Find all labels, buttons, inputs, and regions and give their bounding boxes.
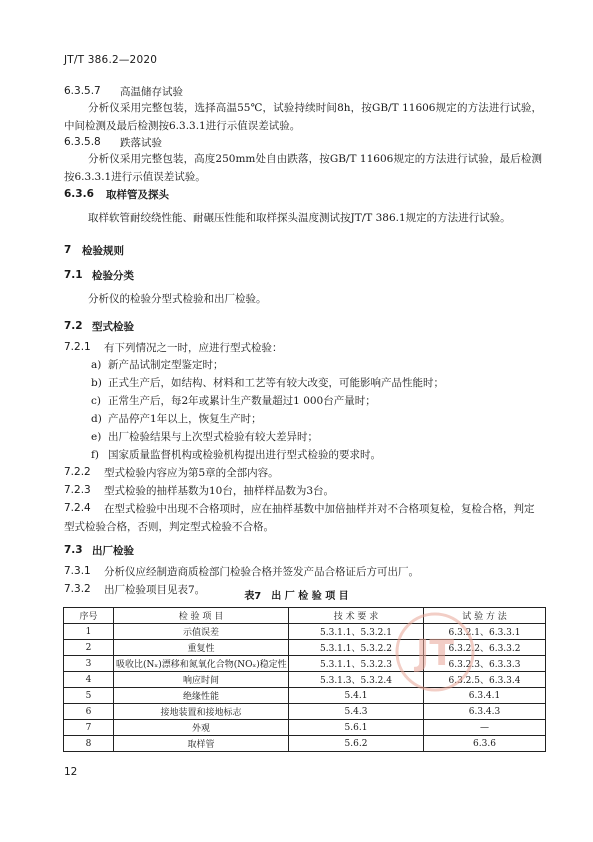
document-id: JT/T 386.2—2020	[64, 54, 158, 66]
paragraph: 分析仪采用完整包装，选择高温55℃，试验持续时间8h，按GB/T 11606规定的方法进行试验，中间检测及最后检测按6.3.3.1进行示值误差试验。	[64, 102, 542, 132]
table-cell: 5.3.1.1、5.3.2.1	[289, 624, 424, 640]
clause-number: 7.3.1	[64, 565, 91, 577]
header-cell: 试 验 方 法	[424, 608, 546, 624]
table-row	[64, 640, 546, 656]
section-title: 检验分类	[92, 270, 134, 282]
paragraph: 分析仪的检验分型式检验和出厂检验。	[88, 293, 267, 305]
table-cell: 6.3.4.3	[424, 704, 546, 720]
section-title: 跌落试验	[120, 137, 162, 149]
clause-number: 7.2.3	[64, 484, 91, 496]
section-number: 6.3.5.7	[64, 85, 101, 97]
table-cell: 5	[64, 688, 114, 704]
section-number: 7.3	[64, 544, 83, 556]
table-cell: 6.3.2.5、6.3.3.4	[424, 672, 546, 688]
table-header-row	[64, 608, 546, 624]
table-cell: 6.3.2.2、6.3.3.2	[424, 640, 546, 656]
table-cell: 6	[64, 704, 114, 720]
table-cell: 5.3.1.3、5.3.2.4	[289, 672, 424, 688]
list-marker: f)	[91, 449, 99, 461]
table-cell: 接地装置和接地标志	[114, 704, 289, 720]
clause-number: 7.2.2	[64, 466, 91, 478]
table-cell: 5.3.1.1、5.3.2.3	[289, 656, 424, 672]
table-cell: 5.4.1	[289, 688, 424, 704]
clause-number: 7.3.2	[64, 583, 91, 595]
table-cell: 吸收比(Nₓ)漂移和氮氧化合物(NOₓ)稳定性	[114, 656, 289, 672]
chapter-title: 检验规则	[82, 245, 124, 257]
list-item: 新产品试制定型鉴定时；	[108, 359, 224, 371]
table-cell: 响应时间	[114, 672, 289, 688]
paragraph: 分析仪采用完整包装，高度250mm处自由跌落，按GB/T 11606规定的方法进行试验，最后检测按6.3.3.1进行示值误差试验。	[64, 153, 542, 183]
table-cell: 5.6.1	[289, 720, 424, 736]
svg-text:JT: JT	[416, 633, 454, 674]
table-cell: 6.3.2.3、6.3.3.3	[424, 656, 546, 672]
section-number: 6.3.5.8	[64, 136, 101, 148]
table-cell: 示值误差	[114, 624, 289, 640]
list-marker: c)	[91, 395, 101, 407]
section-number: 7.2	[64, 320, 83, 332]
table-row	[64, 720, 546, 736]
table-cell: 6.3.2.1、6.3.3.1	[424, 624, 546, 640]
table-row	[64, 624, 546, 640]
clause-text: 型式检验内容应为第5章的全部内容。	[104, 467, 279, 479]
table-cell: 3	[64, 656, 114, 672]
section-title: 型式检验	[92, 321, 134, 333]
table-cell: 6.3.4.1	[424, 688, 546, 704]
clause-number: 7.2.4	[64, 502, 91, 514]
chapter-number: 7	[64, 244, 72, 256]
table-cell: 5.6.2	[289, 736, 424, 752]
table-cell: 取样管	[114, 736, 289, 752]
section-number: 7.1	[64, 269, 83, 281]
list-marker: b)	[91, 377, 102, 389]
paragraph: 取样软管耐绞绕性能、耐碾压性能和取样探头温度测试按JT/T 386.1规定的方法进行试验。	[88, 212, 511, 224]
list-marker: e)	[91, 431, 102, 443]
table-row	[64, 688, 546, 704]
list-item: 产品停产1年以上，恢复生产时；	[108, 413, 262, 425]
header-cell: 检 验 项 目	[114, 608, 289, 624]
table-cell: 4	[64, 672, 114, 688]
table-cell: 绝缘性能	[114, 688, 289, 704]
list-item: 正常生产后，每2年或累计生产数量超过1 000台产量时；	[108, 395, 376, 407]
table-cell: —	[424, 720, 546, 736]
table-cell: 5.3.1.1、5.3.2.2	[289, 640, 424, 656]
table-cell: 6.3.6	[424, 736, 546, 752]
header-cell: 序号	[64, 608, 114, 624]
table-cell: 7	[64, 720, 114, 736]
clause-text: 型式检验的抽样基数为10台，抽样样品数为3台。	[104, 485, 335, 497]
table-cell: 5.4.3	[289, 704, 424, 720]
list-marker: d)	[91, 413, 102, 425]
clause-text: 有下列情况之一时，应进行型式检验：	[104, 342, 283, 354]
list-marker: a)	[91, 359, 102, 371]
section-title: 高温储存试验	[120, 86, 183, 98]
table-row	[64, 672, 546, 688]
table-cell: 8	[64, 736, 114, 752]
page-number: 12	[64, 766, 78, 778]
section-number: 6.3.6	[64, 188, 94, 200]
table-caption: 表7 出 厂 检 验 项 目	[244, 591, 349, 602]
table-cell: 外观	[114, 720, 289, 736]
table-cell: 2	[64, 640, 114, 656]
clause-text: 出厂检验项目见表7。	[104, 584, 206, 596]
table-row	[64, 736, 546, 752]
table-cell: 重复性	[114, 640, 289, 656]
header-cell: 技 术 要 求	[289, 608, 424, 624]
list-item: 正式生产后，如结构、材料和工艺等有较大改变，可能影响产品性能时；	[108, 377, 444, 389]
table-row	[64, 656, 546, 672]
clause-text: 在型式检验中出现不合格项时，应在抽样基数中加倍抽样并对不合格项复检，复检合格，判定	[104, 503, 535, 515]
clause-text: 分析仪应经制造商质检部门检验合格并签发产品合格证后方可出厂。	[104, 566, 419, 578]
list-item: 出厂检验结果与上次型式检验有较大差异时；	[108, 431, 318, 443]
section-title: 取样管及探头	[106, 189, 169, 201]
table-row	[64, 704, 546, 720]
clause-number: 7.2.1	[64, 341, 91, 353]
list-item: 国家质量监督机构或检验机构提出进行型式检验的要求时。	[108, 449, 381, 461]
inspection-table	[63, 607, 546, 752]
clause-text-continued: 型式检验合格，否则，判定型式检验不合格。	[64, 521, 274, 533]
table-cell: 1	[64, 624, 114, 640]
section-title: 出厂检验	[92, 545, 134, 557]
